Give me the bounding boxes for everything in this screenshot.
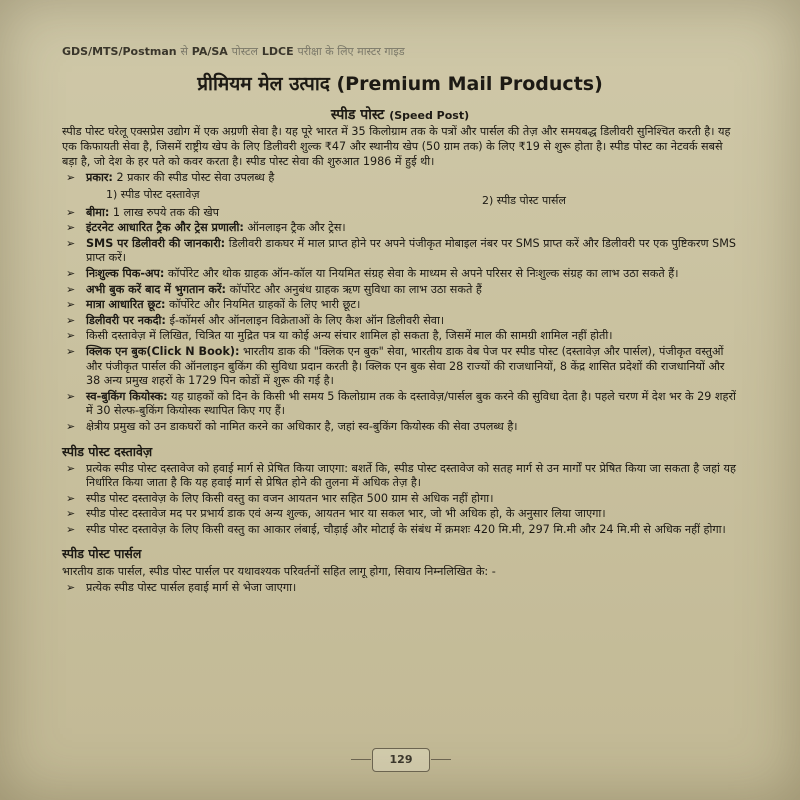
feature-label: अभी बुक करें बाद में भुगतान करें: — [86, 282, 227, 296]
document-rule-item — [62, 492, 738, 507]
bullet-arrow-icon: ➢ — [66, 266, 76, 280]
bullet-arrow-icon: ➢ — [66, 581, 76, 595]
feature-text: कॉर्पोरेट और थोक ग्राहक ऑन-कॉल या नियमित संग्रह सेवा के माध्यम से अपने परिसर से निःशुल्क संग्रह का लाभ उठा सकते हैं। — [164, 266, 679, 280]
document-rule-item — [62, 507, 738, 522]
bullet-arrow-icon: ➢ — [66, 461, 76, 475]
bullet-arrow-icon: ➢ — [66, 221, 76, 235]
feature-item — [62, 298, 738, 313]
feature-item — [62, 267, 738, 282]
bullet-arrow-icon: ➢ — [66, 491, 76, 505]
header-part-3: PA/SA — [191, 45, 228, 58]
bullet-arrow-icon: ➢ — [66, 313, 76, 327]
header-part-4: पोस्टल — [231, 45, 259, 58]
parcel-heading: स्पीड पोस्ट पार्सल — [62, 546, 142, 562]
feature-item — [62, 237, 738, 266]
parcel-rule-text: प्रत्येक स्पीड पोस्ट पार्सल हवाई मार्ग से भेजा जाएगा। — [86, 581, 297, 595]
feature-label: डिलीवरी पर नकदी: — [86, 313, 166, 327]
type-document: 1) स्पीड पोस्ट दस्तावेज़ — [106, 187, 200, 201]
documents-heading: स्पीड पोस्ट दस्तावेज़ — [62, 443, 153, 459]
speed-post-types — [62, 187, 738, 207]
feature-label: बीमा: — [86, 205, 110, 219]
feature-text: डिलीवरी डाकघर में माल प्राप्त होने पर अपने पंजीकृत मोबाइल नंबर पर SMS प्राप्त करें और डिलीवरी पर एक पुष्टिकरण SMS प्राप्त करें। — [86, 236, 736, 265]
bullet-arrow-icon: ➢ — [66, 298, 76, 312]
feature-text: किसी दस्तावेज़ में लिखित, चित्रित या मुद्रित पत्र या कोई अन्य संचार शामिल हो सकता है, जिसमें माल की सामग्री शामिल नहीं होती। — [86, 329, 613, 343]
feature-label: SMS पर डिलीवरी की जानकारी: — [86, 236, 226, 250]
feature-text: 2 प्रकार की स्पीड पोस्ट सेवा उपलब्ध है — [112, 171, 275, 184]
feature-item — [62, 221, 738, 236]
bullet-arrow-icon: ➢ — [66, 236, 76, 250]
feature-text: ऑनलाइन ट्रैक और ट्रेस। — [243, 221, 346, 235]
feature-text: कॉर्पोरेट और अनुबंध ग्राहक ऋण सुविधा का लाभ उठा सकते हैं — [226, 282, 482, 296]
feature-text: ई-कॉमर्स और ऑनलाइन विक्रेताओं के लिए कैश ऑन डिलीवरी सेवा। — [165, 313, 445, 327]
feature-label: मात्रा आधारित छूट: — [86, 298, 166, 312]
feature-list-b — [62, 206, 738, 435]
feature-item — [62, 206, 738, 221]
feature-item — [62, 345, 738, 389]
feature-item — [62, 283, 738, 298]
feature-label: इंटरनेट आधारित ट्रैक और ट्रेस प्रणाली: — [86, 221, 244, 235]
parcel-list — [62, 581, 738, 596]
parcel-intro: भारतीय डाक पार्सल, स्पीड पोस्ट पार्सल पर यथावश्यक परिवर्तनों सहित लागू होगा, सिवाय निम्नलिखित के: - — [62, 565, 496, 579]
feature-item — [62, 329, 738, 344]
bullet-arrow-icon: ➢ — [66, 329, 76, 343]
bullet-arrow-icon: ➢ — [66, 389, 76, 403]
bullet-arrow-icon: ➢ — [66, 522, 76, 536]
page-content — [62, 124, 738, 597]
feature-item — [62, 314, 738, 329]
document-rule-item — [62, 523, 738, 538]
subtitle-hindi: स्पीड पोस्ट — [330, 107, 385, 123]
documents-list — [62, 462, 738, 538]
document-rule-text: स्पीड पोस्ट दस्तावेज मद पर प्रभार्य डाक एवं अन्य शुल्क, आयतन भार या सकल भार, जो भी अधिक हो, के अनुसार लिया जाएगा। — [86, 507, 606, 521]
section-subtitle — [0, 105, 800, 124]
feature-item — [62, 420, 738, 435]
feature-text: 1 लाख रुपये तक की खेप — [109, 205, 219, 219]
page-number: 129 — [372, 748, 430, 772]
feature-text: यह ग्राहकों को दिन के किसी भी समय 5 किलोग्राम तक के दस्तावेज़/पार्सल बुक करने की सुविधा देता है। पहले चरण में देश भर के 29 शहरों में 30 सेल्फ-बुकिंग कियोस्क स्थापित किए गए हैं। — [86, 389, 736, 418]
bullet-arrow-icon: ➢ — [66, 205, 76, 219]
header-part-5: LDCE — [261, 45, 294, 58]
intro-paragraph: स्पीड पोस्ट घरेलू एक्सप्रेस उद्योग में एक अग्रणी सेवा है। यह पूरे भारत में 35 किलोग्राम तक के पत्रों और पार्सल की तेज़ और समयबद्ध डिलीवरी सुनिश्चित करती है। यह एक किफायती सेवा है, जिसमें राष्ट्रीय खेप के लिए डिलीवरी शुल्क ₹47 और स्थानीय खेप (50 ग्राम तक) के लिए ₹19 से शुरू होता है। स्पीड पोस्ट का नेटवर्क सबसे बड़ा है, जो देश के हर पते को कवर करता है। स्पीड पोस्ट सेवा की शुरुआत 1986 में हुई थी। — [62, 125, 731, 168]
feature-text: कॉर्पोरेट और नियमित ग्राहकों के लिए भारी छूट। — [165, 298, 361, 312]
document-rule-item — [62, 462, 738, 491]
feature-text: भारतीय डाक की "क्लिक एन बुक" सेवा, भारतीय डाक वेब पेज पर स्पीड पोस्ट (दस्तावेज़ और पार्सल), पंजीकृत वस्तुओं और पंजीकृत पार्सल की ऑनलाइन बुकिंग की सुविधा प्रदान करती है। क्लिक एन बुक सेवा 28 राज्यों की राजधानियों, 8 केंद्र शासित प्रदेशों की राजधानियों और 38 अन्य प्रमुख शहरों के 1729 पिन कोडों में शुरू की गई है। — [86, 344, 725, 388]
feature-item — [62, 171, 738, 186]
feature-label: स्व-बुकिंग कियोस्क: — [86, 389, 168, 403]
feature-list-a — [62, 171, 738, 186]
bullet-arrow-icon: ➢ — [66, 507, 76, 521]
header-part-1: GDS/MTS/Postman — [62, 45, 177, 58]
document-rule-text: स्पीड पोस्ट दस्तावेज़ के लिए किसी वस्तु का आकार लंबाई, चौड़ाई और मोटाई के संबंध में क्रमशः 420 मि.मी, 297 मि.मी और 24 मि.मी से अधिक नहीं होगा। — [86, 522, 726, 536]
feature-text: क्षेत्रीय प्रमुख को उन डाकघरों को नामित करने का अधिकार है, जहां स्व-बुकिंग कियोस्क की सेवा उपलब्ध है। — [86, 419, 518, 433]
subtitle-english: (Speed Post) — [389, 109, 470, 122]
document-rule-text: प्रत्येक स्पीड पोस्ट दस्तावेज को हवाई मार्ग से प्रेषित किया जाएगा: बशर्ते कि, स्पीड पोस्ट दस्तावेज को सतह मार्ग से उन मार्गों पर प्रेषित किया जा सकता है जहां यह निर्धारित किया जाता है कि यह हवाई मार्ग से प्रेषित होने की तुलना में अधिक तेज़ है। — [86, 461, 736, 490]
parcel-rule-item — [62, 581, 738, 596]
page-title: प्रीमियम मेल उत्पाद (Premium Mail Products) — [197, 73, 603, 95]
header-part-2: से — [180, 45, 188, 58]
feature-item — [62, 390, 738, 419]
bullet-arrow-icon: ➢ — [66, 282, 76, 296]
bullet-arrow-icon: ➢ — [66, 171, 76, 184]
bullet-arrow-icon: ➢ — [66, 344, 76, 358]
header-part-6: परीक्षा के लिए मास्टर गाइड — [297, 45, 405, 58]
feature-label: प्रकार: — [86, 171, 113, 184]
type-parcel: 2) स्पीड पोस्ट पार्सल — [482, 193, 566, 207]
document-rule-text: स्पीड पोस्ट दस्तावेज़ के लिए किसी वस्तु का वजन आयतन भार सहित 500 ग्राम से अधिक नहीं होगा। — [86, 491, 494, 505]
bullet-arrow-icon: ➢ — [66, 419, 76, 433]
feature-label: क्लिक एन बुक(Click N Book): — [86, 344, 240, 358]
running-header — [62, 44, 405, 59]
feature-label: निःशुल्क पिक-अप: — [86, 266, 165, 280]
